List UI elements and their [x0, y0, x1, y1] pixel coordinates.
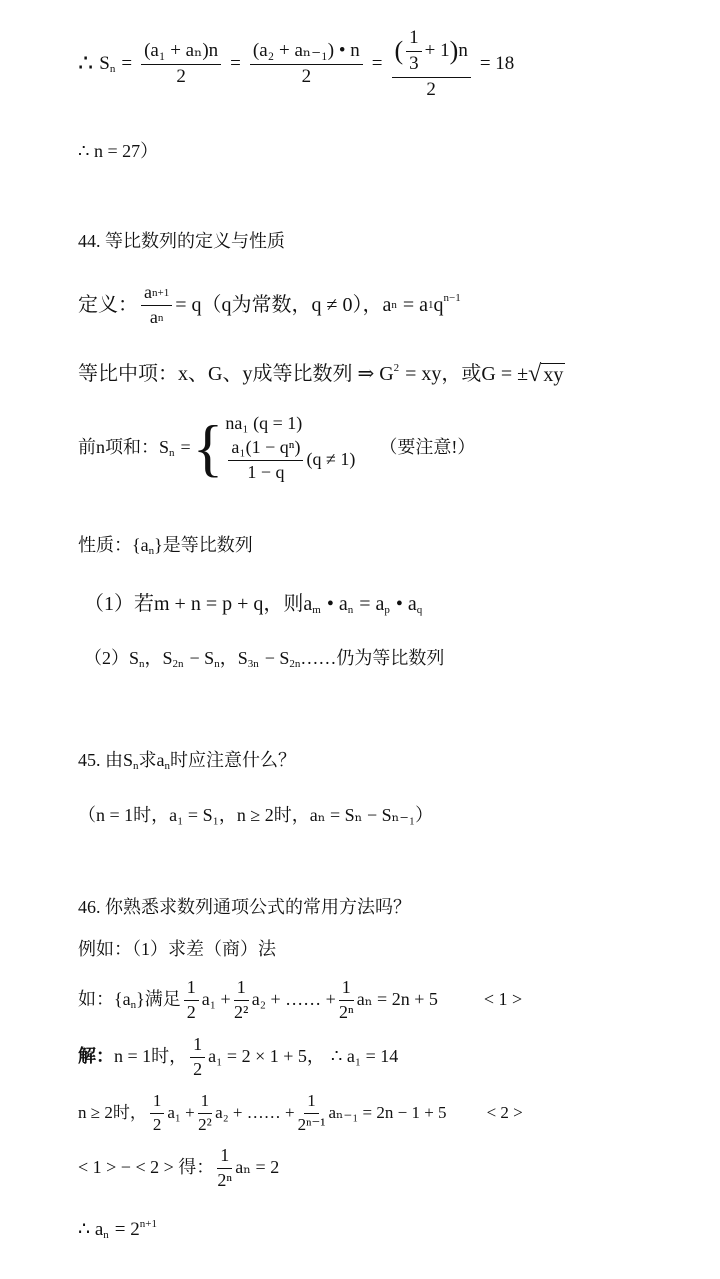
final-sup: n+1 — [139, 1218, 157, 1230]
an-sub: n — [391, 299, 397, 312]
example-heading: 例如：（1）求差（商）法 — [78, 939, 276, 959]
q-symbol: q — [433, 294, 444, 317]
s45-b: 求a — [138, 750, 165, 771]
n2-f3: $\frac{1}{\text{2ⁿ⁻¹}}$ — [297, 1091, 326, 1134]
case-2-fraction — [228, 438, 303, 483]
case-q-equals-1: na₁ (q = 1) — [225, 413, 303, 433]
fraction-1-num: (a₁ + aₙ)n — [141, 41, 221, 65]
geometric-mean-line — [78, 362, 565, 386]
n2-a: n ≥ 2时， — [78, 1102, 147, 1122]
property-rest: }是等比数列 — [154, 535, 253, 556]
eq-1: = a — [359, 593, 385, 616]
p2-sub-n: n — [139, 658, 145, 670]
property-sub: n — [148, 545, 155, 557]
p2-sub-3n: 3n — [247, 658, 259, 670]
sol-c: ∴ a₁ = 14 — [330, 1046, 399, 1067]
sol-a: n = 1时， — [114, 1046, 188, 1067]
p2-sub-2n: 2n — [172, 658, 184, 670]
diff-b: aₙ = 2 — [235, 1157, 280, 1178]
fraction-3-num: ( $\frac{1}{3}$ + 1 ) n — [392, 28, 471, 78]
sum-note: （要注意!） — [379, 437, 476, 458]
inner-fraction — [406, 28, 422, 75]
ex-t1: a₁ + — [201, 989, 231, 1010]
definition-rest: = q（q为常数，q ≠ 0），a — [175, 294, 392, 317]
property-label: 性质：{a — [78, 535, 149, 556]
fraction-2-num: (a₂ + aₙ₋₁) • n — [250, 41, 363, 65]
property-line — [78, 535, 253, 557]
n-equals-27: ∴ n = 27） — [78, 141, 159, 161]
sub-n: n — [347, 604, 354, 616]
sum-label: 前n项和：S — [78, 437, 170, 458]
case-2-num: a₁(1 − qⁿ) — [228, 438, 303, 461]
mean-rest: = xy，或G = ± — [405, 363, 529, 386]
ratio-num: a n+1 — [141, 283, 172, 306]
fraction-2 — [250, 41, 363, 88]
n2-t2: a₂ + …… + — [215, 1102, 295, 1122]
s45-sub: n — [133, 760, 139, 772]
n2-t3: aₙ₋₁ = 2n − 1 + 5 — [328, 1102, 447, 1122]
n2-t1: a₁ + — [167, 1102, 195, 1122]
definition-label: 定义： — [78, 294, 138, 317]
case-2-condition: (q ≠ 1) — [306, 449, 356, 470]
p2-c: − S — [189, 648, 215, 669]
a1-sub: 1 — [428, 299, 434, 312]
ex-f2: $\frac{1}{\text{2²}}$ — [234, 977, 249, 1022]
ex-mid: }满足 — [136, 989, 181, 1010]
s45-a: 45. 由S — [78, 750, 134, 771]
final-b: = 2 — [114, 1218, 140, 1240]
ex-t2: a₂ + …… + — [251, 989, 336, 1010]
equals: = — [371, 52, 383, 74]
n2-f2: $\frac{1}{\text{2²}}$ — [198, 1091, 212, 1134]
therefore-symbol: ∴ — [78, 51, 94, 78]
ex-sub: n — [130, 999, 137, 1012]
fraction-3 — [392, 28, 471, 101]
fraction-1 — [141, 41, 221, 88]
q-exponent: n−1 — [443, 292, 461, 305]
cases-brace: { na₁ (q = 1) $\frac{\text{a₁(1 − qⁿ)}}{1 - q}$ (q ≠ 1) — [192, 412, 356, 484]
p2-sub-2n2: 2n — [289, 658, 301, 670]
s45-c: 时应注意什么？ — [170, 750, 297, 771]
def-eq: = a — [402, 294, 429, 317]
final-sub: n — [103, 1229, 109, 1241]
section-46-title: 46. 你熟悉求数列通项公式的常用方法吗？ — [78, 897, 411, 917]
sub-m: m — [312, 604, 321, 616]
p2-d: ，S — [219, 648, 248, 669]
p2-f: ……仍为等比数列 — [300, 648, 445, 669]
p2-e: − S — [264, 648, 290, 669]
equals: = — [121, 52, 133, 74]
inner-n: n — [458, 39, 468, 61]
ex-f3: $\frac{1}{\text{2ⁿ}}$ — [338, 977, 354, 1022]
partial-sum-line — [78, 414, 475, 482]
diff-a: < 1 > − < 2 > 得： — [78, 1157, 215, 1178]
solution-line — [78, 1035, 398, 1080]
g-square: 2 — [393, 362, 400, 374]
tag-1: < 1 > — [483, 989, 523, 1010]
sum-eq: = — [180, 437, 191, 458]
diff-fraction: $\frac{1}{\text{2ⁿ}}$ — [217, 1145, 233, 1190]
final-a: ∴ a — [78, 1218, 104, 1240]
ex-prefix: 如：{a — [78, 989, 131, 1010]
section-44-title: 44. 等比数列的定义与性质 — [78, 231, 285, 251]
n-ge-2-line — [78, 1092, 523, 1134]
sn-subscript: n — [109, 63, 116, 76]
tag-2: < 2 > — [486, 1102, 523, 1122]
ex-t3: aₙ = 2n + 5 — [356, 989, 438, 1010]
difference-line — [78, 1146, 279, 1191]
fraction-3-den: 2 — [426, 78, 436, 100]
sqrt-xy: √ xy — [528, 361, 564, 388]
p2-sub-n2: n — [214, 658, 220, 670]
sub-p: p — [384, 604, 390, 616]
dot-2: • a — [395, 593, 417, 616]
p2-b: ，S — [144, 648, 173, 669]
sum-sub: n — [169, 447, 175, 460]
formula-sn-sum — [78, 28, 514, 101]
ex-f1: $\frac{1}{2}$ — [184, 978, 199, 1023]
inner-rest: + 1 — [424, 39, 450, 61]
solution-label: 解： — [78, 1046, 114, 1067]
definition-line — [78, 283, 461, 328]
ratio-fraction — [141, 283, 172, 328]
sn-symbol: S — [99, 52, 110, 74]
property-1 — [84, 592, 422, 616]
result: = 18 — [479, 52, 515, 74]
example-formula — [78, 978, 522, 1023]
dot-1: • a — [326, 593, 348, 616]
sol-b: a₁ = 2 × 1 + 5， — [208, 1046, 325, 1067]
final-result — [78, 1218, 157, 1242]
mean-text: 等比中项：x、G、y成等比数列 ⇒ G — [78, 363, 394, 386]
property-2 — [84, 648, 444, 670]
case-2-den: 1 − q — [247, 461, 285, 482]
fraction-2-den: 2 — [301, 65, 312, 87]
fraction-1-den: 2 — [176, 65, 186, 87]
section-45-title — [78, 750, 296, 772]
sub-q: q — [416, 604, 423, 616]
s45-sub2: n — [164, 760, 171, 772]
sol-fraction: $\frac{1}{2}$ — [190, 1035, 205, 1080]
inner-num: 1 — [406, 28, 422, 52]
equals: = — [230, 52, 241, 74]
section-45-answer: （n = 1时，a₁ = S₁，n ≥ 2时，aₙ = Sₙ − Sₙ₋₁） — [78, 805, 434, 825]
inner-den: 3 — [409, 52, 419, 74]
n2-f1: $\frac{1}{2}$ — [150, 1092, 165, 1134]
ratio-den: a n — [149, 306, 164, 327]
property-1-text: （1）若m + n = p + q，则a — [84, 593, 313, 616]
p2-a: （2）S — [84, 648, 140, 669]
